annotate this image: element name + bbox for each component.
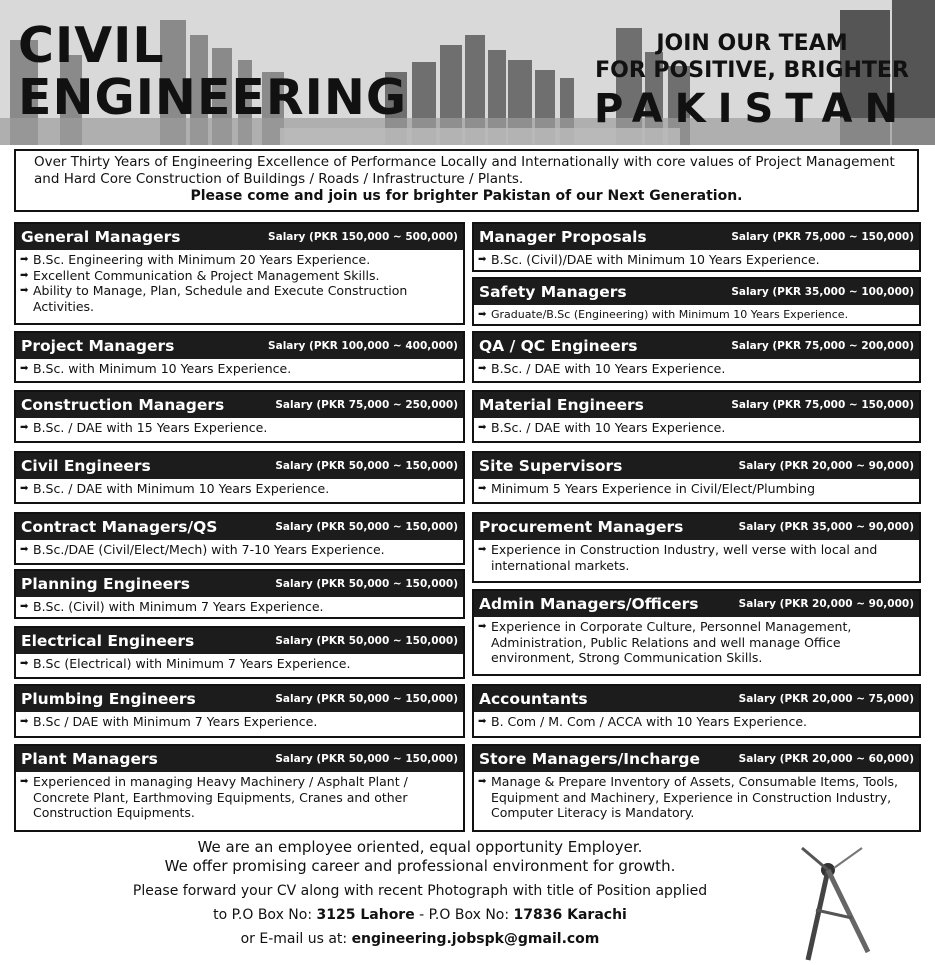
job-card-project-managers [14,331,465,383]
requirement-text: Excellent Communication & Project Management Skills. [33,267,380,283]
email-link[interactable]: engineering.jobspk@gmail.com [351,931,600,947]
job-title: Contract Managers/QS [21,518,218,536]
job-salary: Salary (PKR 100,000 ~ 400,000) [268,340,458,352]
requirement-text: Minimum 5 Years Experience in Civil/Elect/Plumbing [491,481,816,496]
job-card-admin-managers-officers [472,589,921,676]
requirement-text: B.Sc. Engineering with Minimum 20 Years Experience. [33,252,371,267]
requirement-item [478,714,915,730]
slogan-line-3: PAKISTAN [594,86,910,132]
intro-highlight: Please come and join us for brighter Pakistan of our Next Generation. [190,188,743,204]
job-requirements [16,359,463,379]
job-title: Planning Engineers [21,575,191,593]
job-requirements [16,250,463,316]
requirement-text: B. Com / M. Com / ACCA with 10 Years Experience. [491,714,807,729]
job-header [16,571,463,597]
footer-line-career: We offer promising career and professional environment for growth. [164,857,676,875]
requirement-item [478,619,915,666]
footer-line-po-box [60,907,780,924]
header-banner [0,0,935,145]
job-title: Site Supervisors [479,457,623,475]
job-salary: Salary (PKR 35,000 ~ 90,000) [738,521,914,533]
requirement-text: B.Sc. / DAE with 15 Years Experience. [33,420,268,435]
job-title: Safety Managers [479,283,627,301]
job-card-store-managers-incharge [472,744,921,832]
requirement-item [20,268,459,284]
arrow-bullet-icon: ➡ [478,254,487,265]
job-card-planning-engineers [14,569,465,619]
join-team-slogan [587,30,917,132]
job-card-general-managers [14,222,465,325]
requirement-item [478,361,915,377]
job-header [16,224,463,250]
job-header [16,514,463,540]
requirement-text: Graduate/B.Sc (Engineering) with Minimum 10 Years Experience. [491,308,849,321]
requirement-item [478,307,915,323]
job-requirements [474,305,919,325]
po-box-lahore: 3125 Lahore [316,907,415,923]
job-card-plumbing-engineers [14,684,465,738]
requirement-item [20,361,459,377]
arrow-bullet-icon: ➡ [478,309,487,320]
job-salary: Salary (PKR 20,000 ~ 90,000) [738,598,914,610]
requirement-text: B.Sc. (Civil) with Minimum 7 Years Experience. [33,599,324,614]
job-header [474,746,919,772]
po-box-prefix: to P.O Box No: [213,907,317,923]
requirement-item [20,714,459,730]
job-card-procurement-managers [472,512,921,583]
job-card-civil-engineers [14,451,465,504]
job-salary: Salary (PKR 20,000 ~ 60,000) [738,753,914,765]
job-title: Project Managers [21,337,175,355]
arrow-bullet-icon: ➡ [478,363,487,374]
job-card-qa-qc-engineers [472,331,921,383]
footer-line-employer: We are an employee oriented, equal opportunity Employer. [197,838,643,856]
arrow-bullet-icon: ➡ [478,422,487,433]
job-title: QA / QC Engineers [479,337,638,355]
job-card-construction-managers [14,390,465,443]
job-requirements [474,540,919,575]
footer [60,838,780,948]
requirement-text: B.Sc (Electrical) with Minimum 7 Years Experience. [33,656,351,671]
arrow-bullet-icon: ➡ [478,716,487,727]
job-header [474,453,919,479]
requirement-text: Experienced in managing Heavy Machinery / Asphalt Plant / Concrete Plant, Earthmoving Equipments, Cranes and other Construction Equipments. [33,774,408,820]
requirement-text: B.Sc. / DAE with 10 Years Experience. [491,420,726,435]
job-salary: Salary (PKR 75,000 ~ 150,000) [731,399,914,411]
job-card-accountants [472,684,921,738]
po-box-mid: - P.O Box No: [414,907,514,923]
po-box-karachi: 17836 Karachi [513,907,627,923]
job-card-site-supervisors [472,451,921,504]
job-header [16,628,463,654]
requirement-text: Experience in Corporate Culture, Personnel Management, Administration, Public Relations and well manage Office environment, Strong Communication Skills. [491,619,852,665]
arrow-bullet-icon: ➡ [478,483,487,494]
slogan-line-1: JOIN OUR TEAM [656,31,848,56]
job-salary: Salary (PKR 150,000 ~ 500,000) [268,231,458,243]
footer-line-forward-cv: Please forward your CV along with recent Photograph with title of Position applied [132,883,708,899]
job-requirements [16,418,463,438]
job-requirements [474,712,919,732]
job-salary: Salary (PKR 75,000 ~ 150,000) [731,231,914,243]
requirement-text: B.Sc / DAE with Minimum 7 Years Experience. [33,714,318,729]
arrow-bullet-icon: ➡ [478,621,487,632]
arrow-bullet-icon: ➡ [20,363,29,374]
job-header [16,453,463,479]
title-line-engineering: ENGINEERING [18,69,408,126]
job-requirements [474,359,919,379]
job-salary: Salary (PKR 20,000 ~ 75,000) [738,693,914,705]
job-salary: Salary (PKR 20,000 ~ 90,000) [738,460,914,472]
job-header [474,333,919,359]
requirement-item [20,283,459,314]
job-requirements [16,479,463,499]
job-requirements [16,772,463,823]
job-title: Admin Managers/Officers [479,595,699,613]
requirement-item [478,481,915,497]
job-salary: Salary (PKR 75,000 ~ 200,000) [731,340,914,352]
requirement-text: B.Sc. / DAE with Minimum 10 Years Experience. [33,481,330,496]
job-requirements [16,540,463,560]
job-requirements [16,597,463,617]
requirement-item [20,420,459,436]
job-title: Material Engineers [479,396,644,414]
job-header [474,591,919,617]
requirement-text: Manage & Prepare Inventory of Assets, Consumable Items, Tools, Equipment and Machinery, Experience in Construction Industry, Computer Literacy is Mandatory. [491,774,898,820]
requirement-item [478,774,915,821]
job-header [16,392,463,418]
email-prefix: or E-mail us at: [240,931,352,947]
intro-text: Over Thirty Years of Engineering Excellence of Performance Locally and Internationally with core values of Project Management and Hard Core Construction of Buildings / Roads / Infrastructure / Plants. [34,154,895,187]
arrow-bullet-icon: ➡ [478,544,487,555]
arrow-bullet-icon: ➡ [20,269,29,281]
job-header [474,224,919,250]
job-requirements [16,712,463,732]
arrow-bullet-icon: ➡ [20,422,29,433]
job-requirements [474,617,919,668]
job-header [474,279,919,305]
job-card-material-engineers [472,390,921,443]
requirement-item [20,656,459,672]
requirement-item [20,599,459,615]
arrow-bullet-icon: ➡ [478,776,487,787]
requirement-item [20,774,459,821]
arrow-bullet-icon: ➡ [20,483,29,494]
job-requirements [474,479,919,499]
arrow-bullet-icon: ➡ [20,658,29,669]
arrow-bullet-icon: ➡ [20,285,29,296]
job-title: Accountants [479,690,588,708]
job-title: General Managers [21,228,181,246]
job-salary: Salary (PKR 50,000 ~ 150,000) [275,693,458,705]
job-title: Plumbing Engineers [21,690,196,708]
job-header [474,514,919,540]
requirement-text: B.Sc. (Civil)/DAE with Minimum 10 Years Experience. [491,252,820,267]
job-header [474,686,919,712]
job-title: Civil Engineers [21,457,151,475]
arrow-bullet-icon: ➡ [20,254,29,265]
job-requirements [474,418,919,438]
arrow-bullet-icon: ➡ [20,716,29,727]
requirement-item [20,252,459,268]
arrow-bullet-icon: ➡ [20,544,29,555]
job-card-contract-managers-qs [14,512,465,565]
requirement-item [478,542,915,573]
job-requirements [16,654,463,674]
job-header [16,746,463,772]
requirement-item [20,542,459,558]
job-salary: Salary (PKR 35,000 ~ 100,000) [731,286,914,298]
job-card-plant-managers [14,744,465,832]
drafting-compass-icon [782,840,912,965]
job-title: Plant Managers [21,750,158,768]
job-header [474,392,919,418]
job-title: Store Managers/Incharge [479,750,701,768]
job-card-manager-proposals [472,222,921,272]
job-header [16,333,463,359]
job-requirements [474,250,919,270]
job-card-safety-managers [472,277,921,326]
arrow-bullet-icon: ➡ [20,601,29,612]
title-line-civil: CIVIL [18,17,165,74]
arrow-bullet-icon: ➡ [20,776,29,787]
requirement-text: Experience in Construction Industry, well verse with local and international markets. [491,542,878,573]
job-title: Procurement Managers [479,518,684,536]
job-title: Electrical Engineers [21,632,195,650]
job-title: Manager Proposals [479,228,647,246]
job-salary: Salary (PKR 50,000 ~ 150,000) [275,460,458,472]
slogan-line-2: FOR POSITIVE, BRIGHTER [595,58,909,83]
job-salary: Salary (PKR 50,000 ~ 150,000) [275,635,458,647]
footer-line-email [60,931,780,948]
requirement-item [478,420,915,436]
job-header [16,686,463,712]
requirement-text: B.Sc./DAE (Civil/Elect/Mech) with 7-10 Years Experience. [33,542,385,557]
job-salary: Salary (PKR 50,000 ~ 150,000) [275,578,458,590]
requirement-item [478,252,915,268]
job-card-electrical-engineers [14,626,465,679]
requirement-text: B.Sc. / DAE with 10 Years Experience. [491,361,726,376]
requirement-text: Ability to Manage, Plan, Schedule and Execute Construction Activities. [33,283,408,314]
civil-engineering-title [18,17,408,126]
job-requirements [474,772,919,823]
requirement-text: B.Sc. with Minimum 10 Years Experience. [33,361,292,376]
job-salary: Salary (PKR 50,000 ~ 150,000) [275,753,458,765]
job-salary: Salary (PKR 50,000 ~ 150,000) [275,521,458,533]
job-salary: Salary (PKR 75,000 ~ 250,000) [275,399,458,411]
requirement-item [20,481,459,497]
intro-box [14,149,919,212]
job-title: Construction Managers [21,396,225,414]
